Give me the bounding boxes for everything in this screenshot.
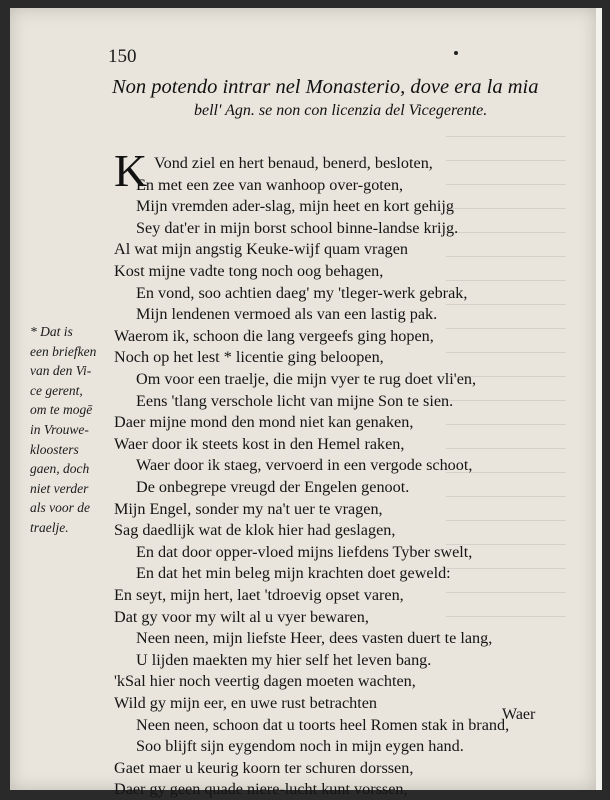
poem-line: Kost mijne vadte tong noch oog behagen, [114, 262, 384, 280]
poem-line: Neen neen, schoon dat u toorts heel Romen stak in brand, [136, 715, 510, 734]
poem-line: Daer mijne mond den mond niet kan genaken, [114, 413, 414, 432]
margin-note-line: kloosters [30, 441, 79, 457]
poem-line: Soo blijft sijn eygendom noch in mijn eygen hand. [136, 737, 464, 756]
poem-line: Waer door ik staeg, vervoerd in een vergode schoot, [136, 456, 473, 475]
poem-line: De onbegrepe vreugd der Engelen genoot. [136, 478, 410, 496]
poem-line: Om voor een traelje, die mijn vyer te rug doet vli'en, [136, 370, 477, 388]
poem-line: Al wat mijn angstig Keuke-wijf quam vragen [114, 240, 408, 259]
margin-note [30, 322, 118, 538]
poem-line: Gaet maer u keurig koorn ter schuren dorssen, [114, 758, 414, 777]
poem-line: Neen neen, mijn liefste Heer, dees vasten duert te lang, [136, 629, 493, 648]
margin-note-line: als voor de [30, 500, 90, 516]
poem-title-line2: bell' Agn. se non con licenzia del Vicegerente. [194, 102, 488, 119]
poem-line: Dat gy voor my wilt al u vyer bewaren, [114, 607, 369, 626]
poem-title-line1: Non potendo intrar nel Monasterio, dove era la mia [112, 76, 539, 98]
ink-speck [454, 51, 458, 55]
margin-note-line: gaen, doch [30, 461, 90, 477]
margin-note-line: * Dat is [30, 324, 73, 339]
margin-note-line: traelje. [30, 519, 69, 535]
poem-line: Mijn Engel, sonder my na't uer te vragen, [114, 499, 383, 518]
margin-note-line: ce gerent, [30, 382, 83, 398]
poem-line: Mijn vremden ader-slag, mijn heet en kort gehijg [136, 197, 454, 216]
poem-line: Sey dat'er in mijn borst school binne-landse krijg. [136, 218, 459, 237]
margin-note-line: niet verder [30, 480, 89, 496]
poem-line: En dat door opper-vloed mijns liefdens Tyber swelt, [136, 542, 473, 561]
poem-line: Mijn lendenen vermoed als van een lastig pak. [136, 305, 438, 324]
margin-note-line: een briefken [30, 343, 97, 359]
margin-note-line: om te mogē [30, 402, 93, 418]
poem-line: Wild gy mijn eer, en uwe rust betrachten [114, 694, 378, 712]
poem-line: En vond, soo achtien daeg' my 'tleger-werk gebrak, [136, 283, 468, 302]
poem-line: Daer gy geen quade niere-lucht kunt vorssen, [114, 780, 408, 799]
poem-line: En seyt, mijn hert, laet 'tdroevig opset varen, [114, 586, 404, 604]
poem-line: 'kSal hier noch veertig dagen moeten wachten, [114, 672, 416, 691]
poem-line: Sag daedlijk wat de klok hier had geslagen, [114, 521, 396, 540]
poem-line: En met een zee van wanhoop over-goten, [136, 175, 404, 194]
margin-note-line: van den Vi- [30, 363, 92, 379]
margin-note-line: in Vrouwe- [30, 421, 89, 437]
poem-line: Eens 'tlang verschole licht van mijne Son te sien. [136, 391, 454, 410]
catchword: Waer [502, 706, 536, 723]
poem-line: Noch op het lest * licentie ging beloopen, [114, 348, 384, 367]
poem-line: En dat het min beleg mijn krachten doet geweld: [136, 564, 451, 583]
poem-line: Vond ziel en hert benaud, benerd, besloten, [154, 154, 433, 172]
poem-line: Waerom ik, schoon die lang vergeefs ging hopen, [114, 326, 434, 345]
drop-cap: K [114, 145, 148, 196]
poem-line: U lijden maekten my hier self het leven bang. [136, 650, 432, 669]
poem-line: Waer door ik steets kost in den Hemel raken, [114, 434, 405, 453]
page-number: 150 [108, 46, 137, 67]
